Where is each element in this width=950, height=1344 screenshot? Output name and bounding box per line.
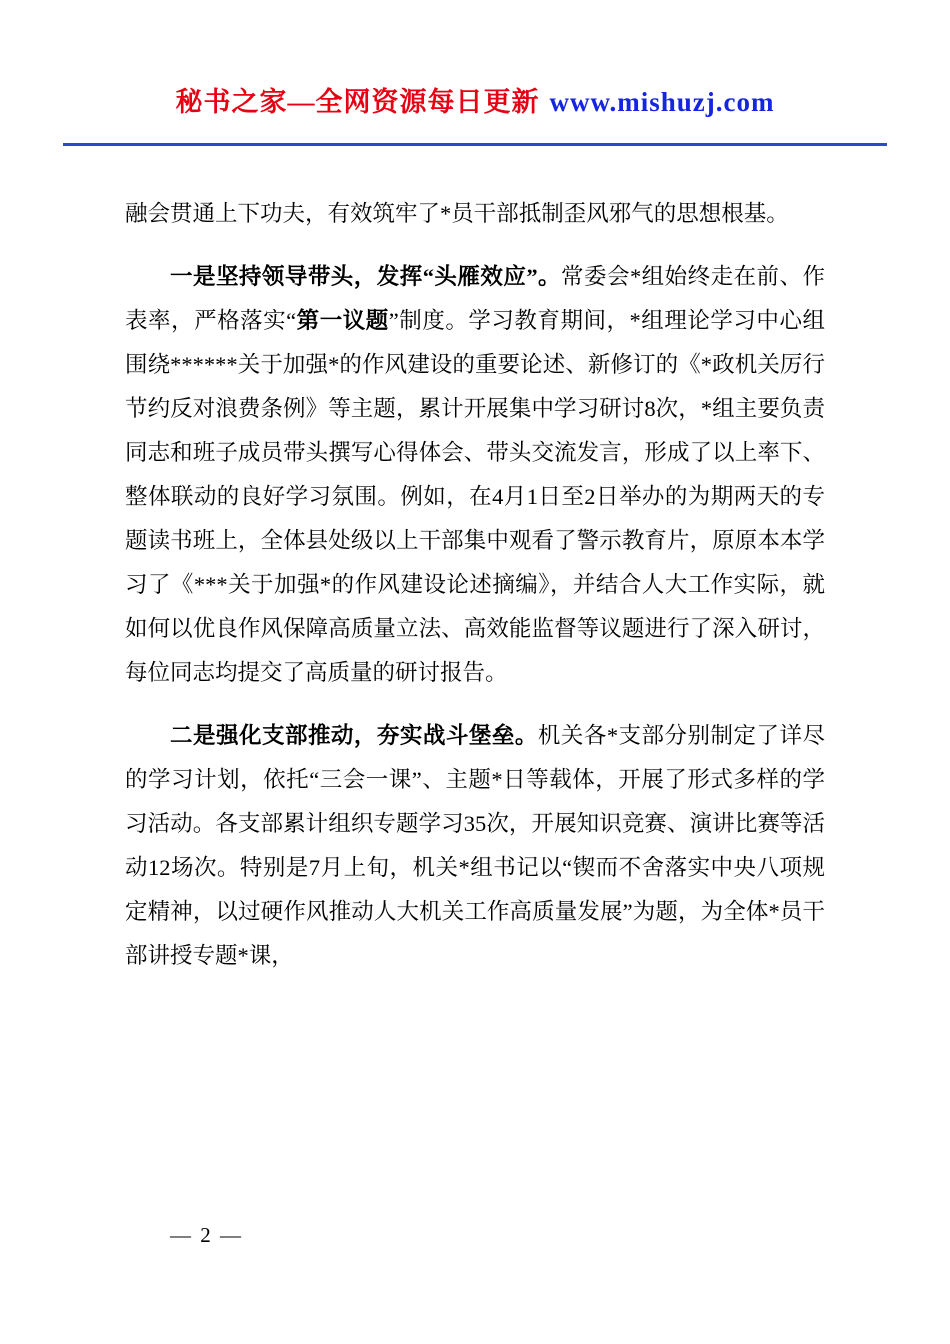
site-brand: 秘书之家 xyxy=(175,87,288,117)
emphasis-run: 第一议题 xyxy=(296,308,389,333)
text-run: ”制度。学习教育期间，*组理论学习中心组围绕******关于加强*的作风建设的重要论述、新修订的《*政机关厉行节约反对浪费条例》等主题，累计开展集中学习研讨8次，*组主要负责同志和班子成员带头撰写心得体会、带头交流发言，形成了以上率下、整体联动的良好学习氛围。例如，在4月1日至2日举办的为期两天的专题读书班上，全体县处级以上干部集中观看了警示教育片，原原本本学习了《***关于加强*的作风建设论述摘编》，并结合人大工作实际，就如何以优良作风保障高质量立法、高效能监督等议题进行了深入研讨，每位同志均提交了高质量的研讨报告。 xyxy=(125,308,825,685)
lead-bold-run: 一是坚持领导带头，发挥“头雁效应”。 xyxy=(170,264,562,289)
body-paragraph xyxy=(125,255,825,695)
site-url-link[interactable]: www.mishuzj.com xyxy=(549,87,775,117)
site-tagline: —全网资源每日更新 xyxy=(287,87,540,117)
body-paragraph xyxy=(125,714,825,978)
text-run: 融会贯通上下功夫，有效筑牢了*员干部抵制歪风邪气的思想根基。 xyxy=(125,201,789,226)
text-run: 常委会*组始终走在前、作表率，严格落实“ xyxy=(125,264,825,333)
document-body xyxy=(125,192,825,978)
page-number: — 2 — xyxy=(170,1223,243,1247)
lead-bold-run: 二是强化支部推动，夯实战斗堡垒。 xyxy=(170,723,538,748)
text-run: 机关各*支部分别制定了详尽的学习计划，依托“三会一课”、主题*日等载体，开展了形式多样的学习活动。各支部累计组织专题学习35次，开展知识竞赛、演讲比赛等活动12场次。特别是7月上旬，机关*组书记以“锲而不舍落实中央八项规定精神，以过硬作风推动人大机关工作高质量发展”为题，为全体*员干部讲授专题*课， xyxy=(125,723,825,968)
document-header xyxy=(63,80,887,146)
body-paragraph xyxy=(125,192,825,236)
